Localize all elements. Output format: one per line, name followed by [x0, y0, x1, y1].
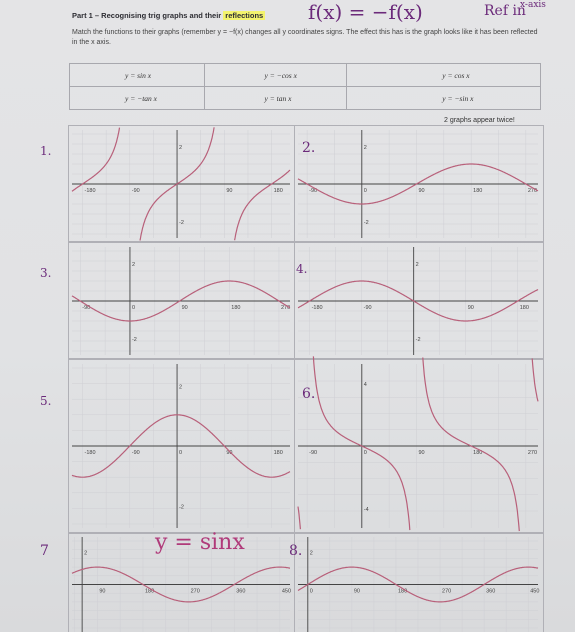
- x-tick-label: -90: [82, 305, 91, 311]
- y-min-label: -2: [179, 220, 184, 226]
- graph-number-2: 2.: [302, 140, 316, 156]
- x-tick-label: 180: [231, 305, 241, 311]
- x-tick-label: -180: [311, 305, 323, 311]
- handwritten-axis: x-axis: [520, 0, 546, 10]
- function-cell: y = −tan x: [70, 87, 205, 110]
- x-tick-label: 90: [467, 305, 474, 311]
- y-min-label: -2: [415, 337, 421, 343]
- x-tick-label: -180: [84, 188, 96, 194]
- y-max-label: 4: [363, 382, 367, 388]
- x-tick-label: 360: [236, 588, 246, 595]
- x-tick-label: 450: [281, 588, 292, 595]
- function-cell: y = sin x: [70, 64, 205, 87]
- graph-4: [298, 247, 538, 355]
- function-cell: y = −sin x: [347, 87, 541, 110]
- note-text: 2 graphs appear twice!: [444, 117, 515, 124]
- x-tick-label: 90: [181, 305, 188, 311]
- y-min-label: -2: [131, 337, 137, 343]
- instructions: Match the functions to their graphs (remember y = −f(x) changes all y coordinates signs. The effect this has is the graph looks like it has been reflected in the x axis.: [72, 29, 538, 46]
- x-tick-label: 180: [519, 305, 529, 311]
- highlighted-word: reflections: [225, 11, 264, 20]
- functions-table: [69, 63, 541, 110]
- graph-number-7: 7: [40, 543, 49, 559]
- y-max-label: 2: [84, 550, 88, 557]
- x-tick-label: 270: [527, 450, 538, 456]
- x-tick-label: 0: [363, 450, 367, 456]
- graph-number-3: 3.: [40, 266, 52, 280]
- y-max-label: 2: [179, 145, 183, 151]
- x-tick-label: 0: [131, 305, 136, 311]
- x-tick-label: 90: [226, 188, 233, 194]
- graph-1: [72, 130, 290, 238]
- graph-number-1: 1.: [40, 144, 52, 158]
- function-cell: y = tan x: [204, 87, 347, 110]
- graph-5: [72, 364, 290, 528]
- x-tick-label: 270: [280, 305, 291, 311]
- x-tick-label: 0: [309, 588, 313, 595]
- x-tick-label: 180: [273, 450, 283, 456]
- y-max-label: 2: [131, 262, 136, 268]
- x-tick-label: 90: [418, 188, 425, 194]
- y-min-label: -4: [363, 507, 369, 513]
- x-tick-label: -90: [131, 450, 140, 456]
- y-max-label: 2: [309, 550, 313, 557]
- graph-number-5: 5.: [40, 394, 52, 408]
- x-tick-label: 90: [353, 588, 361, 595]
- y-max-label: 2: [363, 145, 367, 151]
- x-tick-label: 0: [363, 188, 367, 194]
- graph-3: [72, 247, 290, 355]
- graph-number-4: 4.: [296, 262, 308, 276]
- x-tick-label: -90: [309, 450, 318, 456]
- graph-6: [298, 364, 538, 528]
- x-tick-label: 270: [442, 588, 452, 595]
- x-tick-label: 0: [179, 450, 183, 456]
- y-min-label: -2: [363, 220, 369, 226]
- x-tick-label: -90: [131, 188, 140, 194]
- function-cell: y = cos x: [347, 64, 541, 87]
- x-tick-label: 180: [473, 450, 483, 456]
- function-curve: [298, 356, 538, 531]
- x-tick-label: -180: [84, 450, 96, 456]
- functions-row: [70, 87, 541, 110]
- x-tick-label: 90: [99, 588, 106, 595]
- graph-8: [298, 537, 538, 632]
- x-tick-label: 90: [418, 450, 425, 456]
- graph-number-8: 8.: [289, 543, 303, 559]
- y-max-label: 2: [415, 262, 419, 268]
- x-tick-label: 270: [527, 188, 538, 194]
- graph-2: [298, 130, 538, 238]
- x-tick-label: 90: [226, 450, 233, 456]
- x-tick-label: 270: [190, 588, 200, 595]
- worksheet-title: Part 1 – Recognising trig graphs and their reflections: [72, 11, 264, 20]
- x-tick-label: -90: [363, 305, 372, 311]
- handwritten-sinx: y = sinx: [155, 530, 245, 555]
- graph-number-6: 6.: [302, 386, 316, 402]
- x-tick-label: 180: [273, 188, 283, 194]
- handwritten-formula: f(x) = −f(x): [308, 0, 423, 24]
- functions-row: [70, 64, 541, 87]
- y-min-label: -2: [179, 504, 184, 511]
- x-tick-label: 180: [144, 588, 155, 595]
- x-tick-label: 450: [530, 588, 540, 595]
- function-cell: y = −cos x: [204, 64, 347, 87]
- x-tick-label: 360: [486, 588, 496, 595]
- x-tick-label: 180: [473, 188, 483, 194]
- x-tick-label: 180: [397, 588, 408, 595]
- handwritten-ref: Ref in: [484, 3, 526, 19]
- y-max-label: 2: [179, 384, 183, 391]
- x-tick-label: -90: [309, 188, 318, 194]
